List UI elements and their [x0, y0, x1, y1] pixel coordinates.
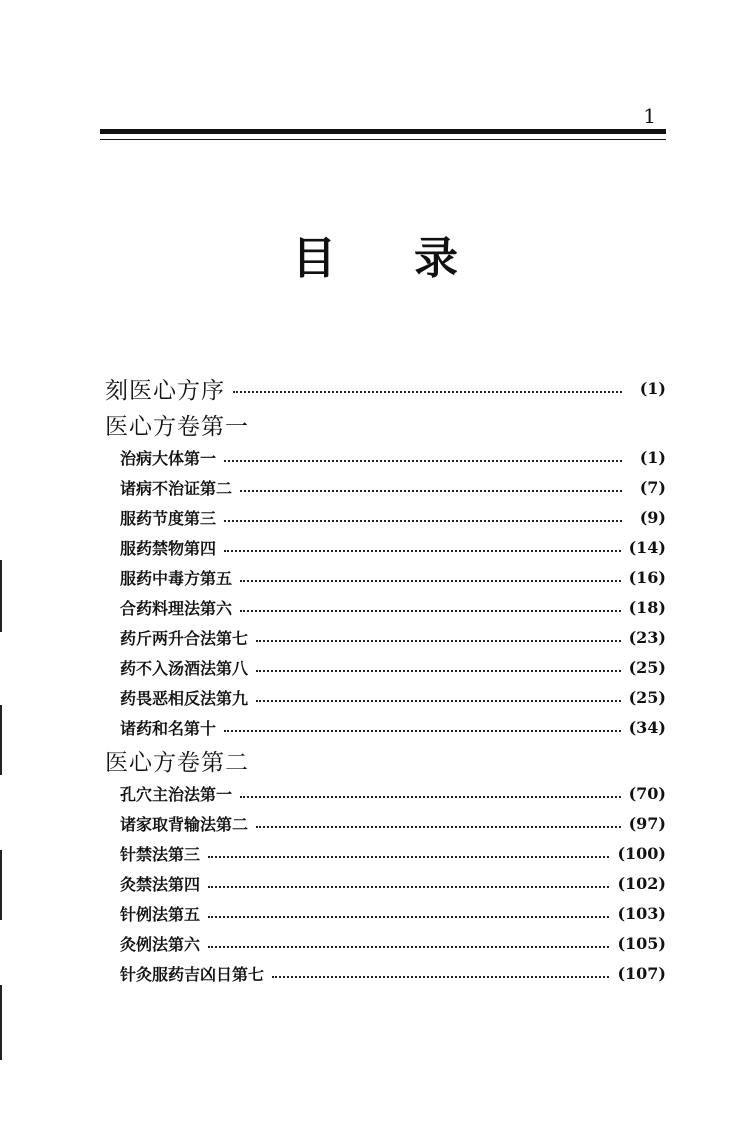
toc-leader-dots: [208, 886, 609, 888]
scan-mark: [0, 850, 2, 920]
toc-entry[interactable]: [105, 562, 666, 592]
toc-leader-dots: [256, 670, 621, 672]
page-number: 1: [643, 104, 656, 128]
toc-entry[interactable]: [105, 928, 666, 958]
toc-leader-dots: [256, 826, 621, 828]
table-of-contents: [105, 370, 666, 988]
toc-page-number: (100): [617, 843, 666, 863]
toc-label: 诸病不治证第二: [120, 478, 233, 498]
scan-mark: [0, 560, 2, 632]
toc-entry[interactable]: [105, 868, 666, 898]
toc-entry[interactable]: [105, 532, 666, 562]
toc-label: 诸家取背输法第二: [120, 814, 249, 834]
toc-entry[interactable]: [105, 808, 666, 838]
toc-label: 灸禁法第四: [120, 874, 201, 894]
toc-label: 治病大体第一: [120, 448, 217, 468]
toc-label: 刻医心方序: [105, 377, 225, 404]
scan-mark: [0, 985, 2, 1060]
toc-entry[interactable]: [105, 838, 666, 868]
toc-label: 药斤两升合法第七: [120, 628, 249, 648]
toc-entry[interactable]: [105, 712, 666, 742]
toc-page-number: (14): [628, 537, 666, 557]
toc-leader-dots: [224, 520, 622, 522]
toc-label: 灸例法第六: [120, 934, 201, 954]
toc-page-number: (9): [639, 507, 666, 527]
toc-page-number: (23): [628, 627, 666, 647]
toc-leader-dots: [272, 976, 609, 978]
toc-entry[interactable]: [105, 898, 666, 928]
toc-entry[interactable]: [105, 442, 666, 472]
toc-entry[interactable]: [105, 502, 666, 532]
toc-leader-dots: [240, 610, 621, 612]
toc-leader-dots: [256, 640, 621, 642]
toc-page-number: (16): [628, 567, 666, 587]
toc-leader-dots: [240, 580, 621, 582]
toc-label: 针禁法第三: [120, 844, 201, 864]
toc-entry[interactable]: [105, 592, 666, 622]
toc-entry[interactable]: [105, 682, 666, 712]
toc-label: 针灸服药吉凶日第七: [120, 964, 265, 984]
toc-leader-dots: [208, 946, 609, 948]
toc-entry[interactable]: [105, 472, 666, 502]
toc-leader-dots: [256, 700, 621, 702]
toc-leader-dots: [224, 460, 622, 462]
toc-label: 医心方卷第二: [105, 749, 249, 776]
toc-page-number: (7): [639, 477, 666, 497]
toc-label: 针例法第五: [120, 904, 201, 924]
toc-leader-dots: [240, 796, 621, 798]
toc-leader-dots: [224, 730, 621, 732]
toc-page-number: (18): [628, 597, 666, 617]
toc-page-number: (1): [639, 447, 666, 467]
toc-leader-dots: [208, 916, 609, 918]
toc-leader-dots: [240, 490, 622, 492]
toc-leader-dots: [208, 856, 609, 858]
toc-label: 药畏恶相反法第九: [120, 688, 249, 708]
toc-page-number: (107): [617, 963, 666, 983]
header-rule-thin: [100, 139, 666, 140]
toc-page-number: (103): [617, 903, 666, 923]
toc-leader-dots: [233, 391, 622, 393]
toc-label: 服药禁物第四: [120, 538, 217, 558]
toc-label: 医心方卷第一: [105, 413, 249, 440]
header-rule-thick: [100, 129, 666, 134]
toc-label: 药不入汤酒法第八: [120, 658, 249, 678]
toc-label: 诸药和名第十: [120, 718, 217, 738]
toc-page-number: (1): [639, 378, 666, 398]
toc-section-heading[interactable]: [105, 406, 666, 442]
toc-page-number: (105): [617, 933, 666, 953]
toc-page-number: (97): [628, 813, 666, 833]
toc-label: 服药中毒方第五: [120, 568, 233, 588]
toc-leader-dots: [224, 550, 621, 552]
toc-page-number: (34): [628, 717, 666, 737]
toc-label: 孔穴主治法第一: [120, 784, 233, 804]
toc-entry[interactable]: [105, 778, 666, 808]
page-title: 目录: [292, 233, 536, 284]
toc-entry[interactable]: [105, 652, 666, 682]
scan-mark: [0, 705, 2, 775]
toc-page-number: (70): [628, 783, 666, 803]
toc-page-number: (25): [628, 657, 666, 677]
toc-entry[interactable]: [105, 958, 666, 988]
toc-section-heading[interactable]: [105, 370, 666, 406]
toc-page-number: (25): [628, 687, 666, 707]
toc-entry[interactable]: [105, 622, 666, 652]
toc-page-number: (102): [617, 873, 666, 893]
toc-section-heading[interactable]: [105, 742, 666, 778]
toc-label: 合药料理法第六: [120, 598, 233, 618]
toc-label: 服药节度第三: [120, 508, 217, 528]
